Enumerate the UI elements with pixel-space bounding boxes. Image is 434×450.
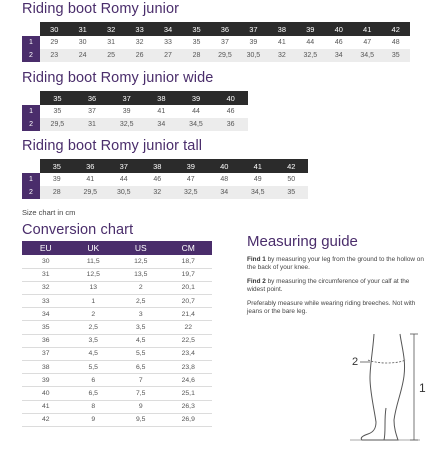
measurement-cell: 27 [154,49,182,62]
find-2-body: by measuring the circumference of your calf at the widest point. [247,278,410,293]
conversion-cell: 2 [70,308,118,321]
size-header-cell: 33 [125,22,153,36]
size-header-cell: 40 [325,22,353,36]
conversion-header-uk: UK [70,241,118,255]
conversion-cell: 22 [165,321,213,334]
find-1-body: by measuring your leg from the ground to the hollow on the back of your knee. [247,256,424,271]
size-header-corner [22,91,40,105]
conversion-cell: 2 [117,281,165,294]
table-row [22,268,212,281]
conversion-cell: 9 [117,400,165,413]
calf-circumference-line [368,360,406,363]
measurement-cell: 46 [226,108,235,115]
conversion-cell: 1 [70,295,118,308]
size-header-corner [22,159,40,173]
size-header-cell: 35 [182,22,210,36]
conversion-cell: 3,5 [70,334,118,347]
conversion-cell: 12,5 [117,255,165,268]
conversion-cell: 30 [22,255,70,268]
conversion-cell: 5,5 [117,347,165,360]
measurement-label: 2 [22,49,40,62]
chart-title-junior-wide: Riding boot Romy junior wide [22,70,214,86]
measurement-cell: 47 [186,176,195,183]
conversion-cell: 12,5 [70,268,118,281]
conversion-cell: 2,5 [70,321,118,334]
conversion-cell: 24,6 [165,374,213,387]
size-header-row [22,22,410,36]
measurement-cell: 41 [86,176,95,183]
conversion-cell: 7,5 [117,387,165,400]
conversion-cell: 21,4 [165,308,213,321]
measurement-label: 2 [22,186,40,199]
measurement-cell: 39 [52,176,61,183]
conversion-cell: 5,5 [70,361,118,374]
table-row [22,281,212,294]
measurement-cell: 23 [40,49,68,62]
size-header-cell: 39 [179,91,214,105]
conversion-cell: 4,5 [117,334,165,347]
conversion-cell: 25,1 [165,387,213,400]
table-row [22,186,308,199]
measurement-cell: 29 [50,39,59,46]
size-header-corner [22,22,40,36]
table-row [22,49,410,62]
measurement-cell: 32,5 [296,49,324,62]
measurement-cell: 31 [107,39,116,46]
conversion-cell: 3,5 [117,321,165,334]
table-row [22,347,212,360]
conversion-cell: 31 [22,268,70,281]
table-row [22,295,212,308]
size-header-cell: 40 [208,159,242,173]
measurement-cell: 44 [192,108,200,115]
measurement-cell: 29,5 [40,118,75,131]
find-2-text [247,278,427,293]
size-table-junior-tall [22,159,308,199]
conversion-cell: 26,3 [165,400,213,413]
table-row [22,308,212,321]
marker-2-label: 2 [352,356,359,368]
conversion-cell: 3 [117,308,165,321]
conversion-cell: 4,5 [70,347,118,360]
size-table-junior-wide [22,91,248,131]
conversion-table-body [22,255,212,426]
size-header-cell: 41 [353,22,381,36]
conversion-cell: 13 [70,281,118,294]
measurement-cell: 37 [88,108,96,115]
measurement-cell: 30,5 [107,186,141,199]
table-row [22,118,248,131]
table-row [22,36,410,49]
size-header-cell: 42 [381,22,410,36]
conversion-cell: 11,5 [70,255,118,268]
measurement-cell: 29,5 [211,49,239,62]
conversion-cell: 42 [22,413,70,426]
table-row [22,387,212,400]
conversion-header-row [22,241,212,255]
conversion-cell: 34 [22,308,70,321]
measurement-cell: 35 [381,49,410,62]
measurement-cell: 48 [391,39,400,46]
marker-1-label: 1 [419,381,426,395]
measurement-cell: 46 [153,176,162,183]
measurement-cell: 29,5 [74,186,108,199]
conversion-table [22,241,212,427]
conversion-cell: 33 [22,295,70,308]
size-header-cell: 40 [213,91,248,105]
measurement-label: 1 [22,105,40,118]
leg-outline-front [361,334,386,440]
size-header-cell: 36 [211,22,239,36]
measurement-cell: 26 [125,49,153,62]
measurement-cell: 41 [277,39,286,46]
size-header-row [22,91,248,105]
measurement-cell: 32,5 [109,118,144,131]
conversion-cell: 18,7 [165,255,213,268]
measurement-cell: 37 [221,39,229,46]
conversion-header-eu: EU [22,241,70,255]
table-row [22,334,212,347]
size-header-cell: 37 [107,159,141,173]
measurement-label: 1 [22,36,40,49]
measuring-guide-title: Measuring guide [247,233,358,250]
conversion-cell: 26,9 [165,413,213,426]
conversion-cell: 39 [22,374,70,387]
measurement-cell: 28 [182,49,210,62]
measurement-cell: 30,5 [239,49,267,62]
size-header-cell: 38 [268,22,296,36]
measurement-cell: 35 [275,186,309,199]
conversion-cell: 20,1 [165,281,213,294]
size-header-cell: 38 [141,159,175,173]
measurement-cell: 24 [68,49,96,62]
measurement-cell: 34 [325,49,353,62]
table-row [22,400,212,413]
table-row [22,105,248,118]
measurement-cell: 35 [53,108,62,115]
conversion-cell: 2,5 [117,295,165,308]
size-header-cell: 39 [296,22,324,36]
measurement-cell: 50 [287,176,296,183]
size-table-junior [22,22,410,62]
conversion-cell: 20,7 [165,295,213,308]
conversion-cell: 40 [22,387,70,400]
size-header-cell: 37 [239,22,267,36]
size-header-cell: 39 [174,159,208,173]
conversion-cell: 36 [22,334,70,347]
table-row [22,374,212,387]
size-header-row [22,159,308,173]
leg-diagram-illustration [340,330,430,445]
conversion-cell: 6,5 [117,361,165,374]
size-header-cell: 34 [154,22,182,36]
measurement-cell: 49 [253,176,262,183]
size-header-cell: 42 [275,159,309,173]
measurement-cell: 32 [141,186,175,199]
size-table-junior-body [22,22,410,62]
measurement-label: 2 [22,118,40,131]
size-header-cell: 35 [40,91,75,105]
measurement-cell: 34,5 [353,49,381,62]
table-row [22,321,212,334]
conversion-cell: 35 [22,321,70,334]
measurement-cell: 34,5 [179,118,214,131]
measurement-cell: 35 [192,39,201,46]
table-row [22,255,212,268]
size-header-cell: 38 [144,91,179,105]
measurement-cell: 25 [97,49,125,62]
conversion-cell: 19,7 [165,268,213,281]
measuring-tip: Preferably measure while wearing riding breeches. Not with jeans or the bare leg. [247,300,416,315]
conversion-cell: 7 [117,374,165,387]
conversion-cell: 9,5 [117,413,165,426]
measurement-cell: 44 [119,176,128,183]
conversion-header-us: US [117,241,165,255]
size-table-junior-wide-body [22,91,248,131]
measurement-cell: 48 [220,176,229,183]
measurement-cell: 28 [40,186,74,199]
size-header-cell: 37 [109,91,144,105]
measurement-cell: 39 [249,39,258,46]
table-row [22,173,308,186]
measurement-cell: 32 [135,39,144,46]
conversion-cell: 9 [70,413,118,426]
size-header-cell: 30 [40,22,68,36]
size-note: Size chart in cm [22,208,76,217]
measurement-cell: 31 [75,118,110,131]
conversion-header-cm: CM [165,241,213,255]
table-row [22,413,212,426]
size-header-cell: 31 [68,22,96,36]
measurement-cell: 30 [78,39,87,46]
measurement-cell: 33 [164,39,172,46]
measurement-cell: 46 [334,39,343,46]
size-table-junior-tall-body [22,159,308,199]
conversion-cell: 13,5 [117,268,165,281]
table-row [22,361,212,374]
measurement-label: 1 [22,173,40,186]
measurement-cell: 32,5 [174,186,208,199]
measurement-cell: 36 [213,118,248,131]
chart-title-junior: Riding boot Romy junior [22,1,180,17]
conversion-cell: 38 [22,361,70,374]
size-header-cell: 41 [241,159,275,173]
find-1-text [247,256,427,271]
chart-title-junior-tall: Riding boot Romy junior tall [22,138,203,154]
size-header-cell: 36 [74,159,108,173]
measurement-cell: 41 [157,108,166,115]
measurement-cell: 34 [144,118,179,131]
conversion-cell: 37 [22,347,70,360]
conversion-cell: 6,5 [70,387,118,400]
measurement-cell: 47 [363,39,372,46]
conversion-cell: 23,4 [165,347,213,360]
size-header-cell: 36 [75,91,110,105]
conversion-cell: 23,8 [165,361,213,374]
size-header-cell: 35 [40,159,74,173]
conversion-cell: 41 [22,400,70,413]
conversion-cell: 22,5 [165,334,213,347]
find-1-label: Find 1 [247,256,266,263]
measurement-cell: 34,5 [241,186,275,199]
conversion-cell: 6 [70,374,118,387]
conversion-title: Conversion chart [22,222,134,238]
find-2-label: Find 2 [247,278,266,285]
conversion-cell: 8 [70,400,118,413]
leg-outline-back [384,334,405,440]
measurement-cell: 34 [208,186,242,199]
measurement-cell: 32 [268,49,296,62]
measurement-cell: 44 [306,39,315,46]
measurement-cell: 39 [122,108,131,115]
size-header-cell: 32 [97,22,125,36]
conversion-cell: 32 [22,281,70,294]
